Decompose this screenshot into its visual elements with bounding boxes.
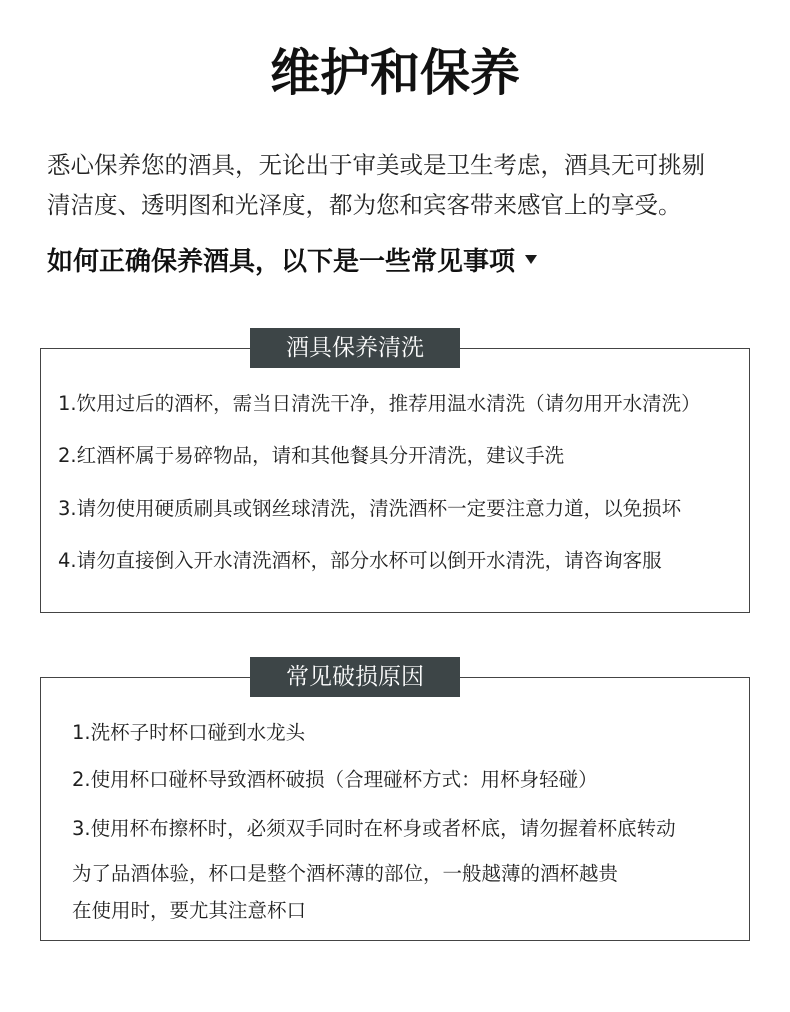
breakage-item: 2.使用杯口碰杯导致酒杯破损（合理碰杯方式：用杯身轻碰） — [72, 768, 598, 791]
care-item: 1.饮用过后的酒杯，需当日清洗干净，推荐用温水清洗（请勿用开水清洗） — [58, 392, 701, 415]
intro-line: 悉心保养您的酒具，无论出于审美或是卫生考虑，酒具无可挑剔 — [47, 151, 705, 179]
breakage-item: 1.洗杯子时杯口碰到水龙头 — [72, 721, 306, 744]
breakage-section-box — [40, 677, 750, 941]
breakage-item: 3.使用杯布擦杯时，必须双手同时在杯身或者杯底，请勿握着杯底转动 — [72, 817, 676, 840]
breakage-section-label: 常见破损原因 — [250, 657, 460, 697]
care-item: 3.请勿使用硬质刷具或钢丝球清洗，清洗酒杯一定要注意力道，以免损坏 — [58, 497, 682, 520]
care-subheading — [47, 242, 537, 282]
care-item: 4.请勿直接倒入开水清洗酒杯，部分水杯可以倒开水清洗，请咨询客服 — [58, 549, 662, 572]
care-section-label: 酒具保养清洗 — [250, 328, 460, 368]
intro-line: 清洁度、透明图和光泽度，都为您和宾客带来感官上的享受。 — [47, 191, 682, 219]
intro-paragraph — [47, 145, 767, 225]
care-section-box — [40, 348, 750, 613]
caret-down-icon — [525, 255, 537, 264]
breakage-item: 在使用时，要尤其注意杯口 — [72, 899, 307, 922]
breakage-item: 为了品酒体验，杯口是整个酒杯薄的部位，一般越薄的酒杯越贵 — [72, 862, 619, 885]
subheading-text: 如何正确保养酒具，以下是一些常见事项 — [47, 247, 516, 277]
page-title: 维护和保养 — [270, 44, 520, 102]
care-item: 2.红酒杯属于易碎物品，请和其他餐具分开清洗，建议手洗 — [58, 444, 565, 467]
